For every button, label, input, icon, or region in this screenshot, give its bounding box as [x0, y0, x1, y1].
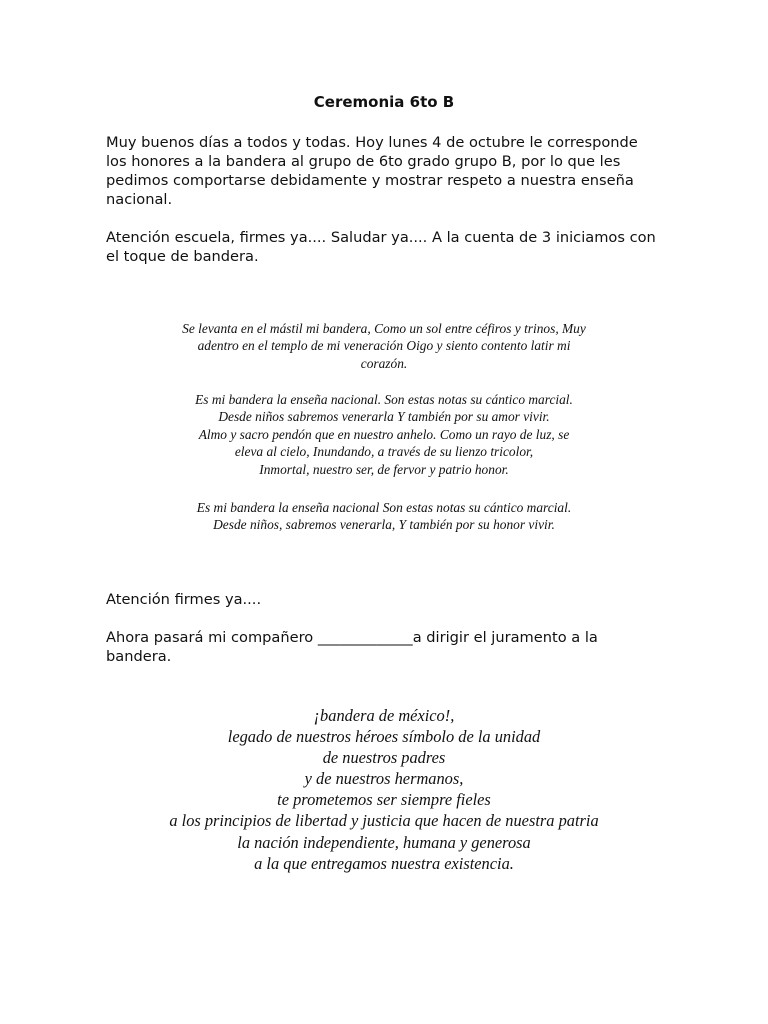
verse-line: Almo y sacro pendón que en nuestro anhelo. Como un rayo de luz, se	[198, 426, 570, 442]
verse-line: Es mi bandera la enseña nacional. Son estas notas su cántico marcial.	[195, 392, 573, 407]
pledge-line: te prometemos ser siempre fieles	[277, 790, 491, 810]
pledge-line: a la que entregamos nuestra existencia.	[254, 853, 514, 873]
verse-line: adentro en el templo de mi veneración Oigo y siento contento latir mi	[197, 338, 571, 354]
next-speaker-paragraph	[106, 628, 666, 666]
verse-line: Inmortal, nuestro ser, de fervor y patrio honor.	[259, 461, 509, 477]
verse-line: Desde niños sabremos venerarla Y también por su amor vivir.	[218, 409, 550, 425]
next-speaker-line: bandera.	[106, 648, 172, 665]
attention-line: el toque de bandera.	[106, 248, 259, 265]
flag-pledge	[84, 705, 684, 874]
intro-line: Muy buenos días a todos y todas. Hoy lunes 4 de octubre le corresponde	[106, 134, 638, 151]
pledge-line: legado de nuestros héroes símbolo de la unidad	[227, 727, 541, 747]
anthem-stanza-1	[134, 320, 634, 372]
intro-line: pedimos comportarse debidamente y mostrar respeto a nuestra enseña	[106, 172, 634, 189]
pledge-line: ¡bandera de méxico!,	[313, 706, 455, 725]
attention-firmes-paragraph	[106, 590, 666, 609]
verse-line: Es mi bandera la enseña nacional Son estas notas su cántico marcial.	[196, 500, 572, 515]
anthem-stanza-3	[134, 499, 634, 534]
intro-line: los honores a la bandera al grupo de 6to grado grupo B, por lo que les	[106, 153, 621, 170]
verse-line: corazón.	[360, 355, 408, 371]
page-title: Ceremonia 6to B	[313, 93, 455, 111]
pledge-line: de nuestros padres	[322, 748, 446, 768]
pledge-line: a los principios de libertad y justicia que hacen de nuestra patria	[169, 811, 599, 831]
intro-line: nacional.	[106, 191, 173, 208]
pledge-line: la nación independiente, humana y generosa	[237, 832, 531, 852]
verse-line: Se levanta en el mástil mi bandera, Como un sol entre céfiros y trinos, Muy	[182, 321, 586, 336]
verse-line: eleva al cielo, Inundando, a través de su lienzo tricolor,	[234, 444, 534, 460]
attention-firmes-line: Atención firmes ya....	[106, 591, 262, 608]
intro-paragraph	[106, 133, 666, 209]
verse-line: Desde niños, sabremos venerarla, Y también por su honor vivir.	[213, 517, 555, 533]
attention-paragraph	[106, 228, 666, 266]
pledge-line: y de nuestros hermanos,	[304, 769, 464, 789]
anthem-stanza-2	[134, 391, 634, 478]
attention-line: Atención escuela, firmes ya.... Saludar ya.... A la cuenta de 3 iniciamos con	[106, 229, 656, 246]
next-speaker-line: Ahora pasará mi compañero _____________a dirigir el juramento a la	[106, 629, 598, 646]
